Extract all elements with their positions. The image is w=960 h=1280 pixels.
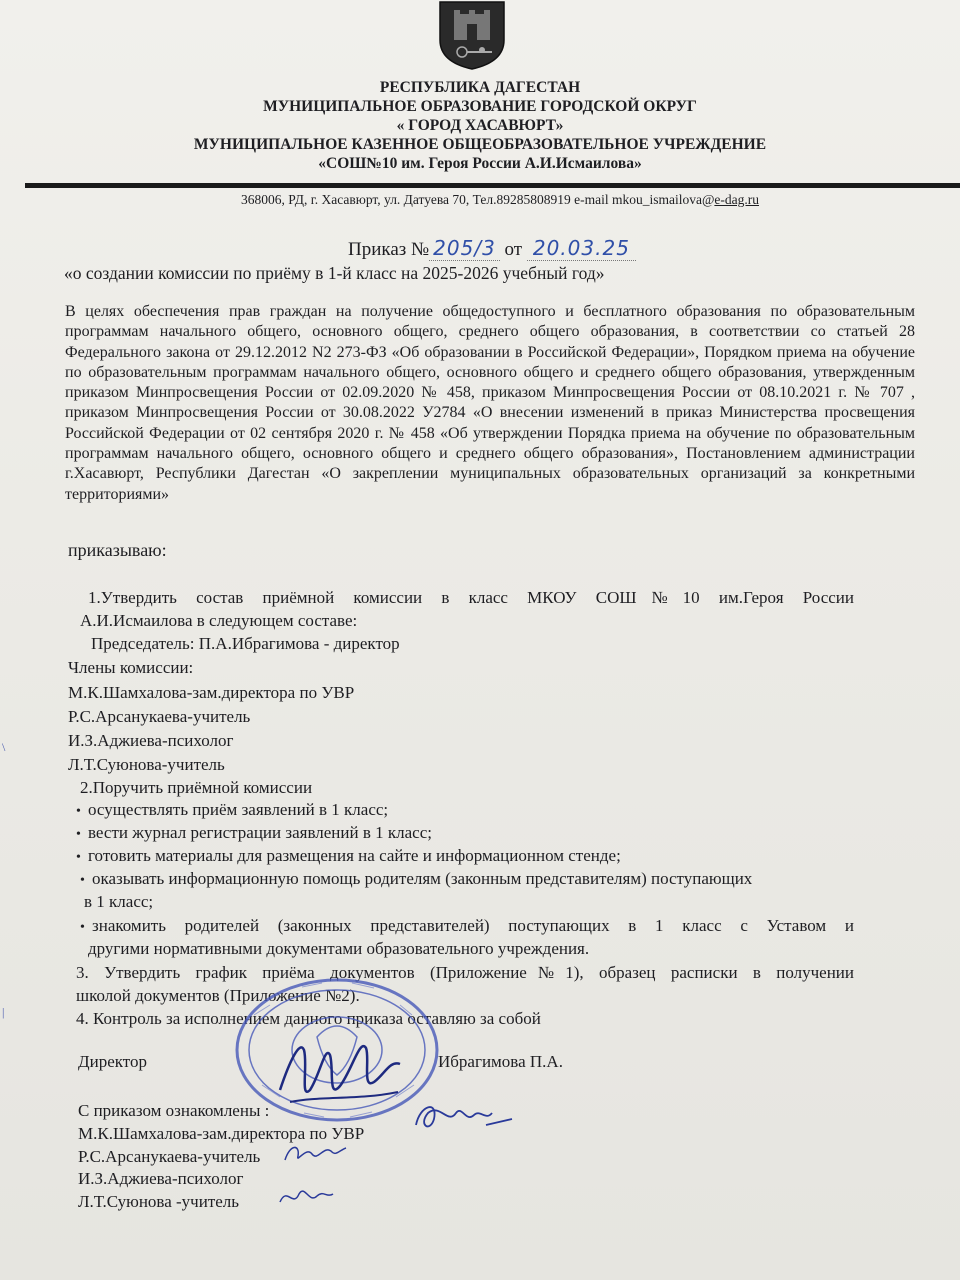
member-4: Л.Т.Суюнова-учитель	[68, 755, 225, 774]
address-line	[0, 192, 960, 208]
members-label: Члены комиссии:	[68, 658, 194, 677]
item3-line1: 3. Утвердить график приёма документов (Приложение№1), образец расписки в получении	[76, 963, 854, 982]
signature-name: Ибрагимова П.А.	[438, 1052, 563, 1071]
order-subject: «о создании комиссии по приёму в 1-й класс на 2025-2026 учебный год»	[64, 263, 605, 283]
item2-bullet-5: • знакомить родителей (законных представителей) поступающих в 1 класс с Уставом и	[80, 916, 854, 936]
item2-bullet-4: • оказывать информационную помощь родителям (законным представителям) поступающих	[80, 869, 752, 889]
item4-line: 4. Контроль за исполнением данного приказа оставляю за собой	[76, 1009, 541, 1028]
header-city: « ГОРОД ХАСАВЮРТ»	[396, 117, 564, 134]
margin-mark: |	[2, 1005, 5, 1019]
item1-line2: А.И.Исмаилова в следующем составе:	[80, 611, 358, 630]
item2-bullet-2: • вести журнал регистрации заявлений в 1 класс;	[76, 823, 432, 843]
item1-line1: 1.Утвердить состав приёмной комиссии в класс МКОУ СОШ№10 им.Героя России	[88, 588, 854, 607]
item2-bullet-3: • готовить материалы для размещения на сайте и информационном стенде;	[76, 846, 621, 866]
member-1: М.К.Шамхалова-зам.директора по УВР	[68, 683, 355, 702]
order-title	[348, 236, 636, 261]
item2-bullet-5-cont: другими нормативными документами образовательного учреждения.	[88, 939, 590, 958]
acknowledged-label: С приказом ознакомлены :	[78, 1101, 270, 1120]
acknowledged-person-3: И.З.Аджиева-психолог	[78, 1169, 244, 1188]
acknowledged-person-2: Р.С.Арсанукаева-учитель	[78, 1147, 261, 1166]
header-municipality: МУНИЦИПАЛЬНОЕ ОБРАЗОВАНИЕ ГОРОДСКОЙ ОКРУГ	[263, 98, 697, 115]
item2-bullet-1: • осуществлять приём заявлений в 1 класс;	[76, 800, 388, 820]
header-republic: РЕСПУБЛИКА ДАГЕСТАН	[379, 79, 581, 96]
email-domain: e-dag.ru	[714, 192, 759, 207]
letterhead	[0, 78, 960, 173]
order-number: 205/3	[429, 236, 500, 261]
item2-title: 2.Поручить приёмной комиссии	[80, 778, 313, 797]
acknowledgement-signature-icon	[408, 1095, 518, 1140]
header-institution-type: МУНИЦИПАЛЬНОЕ КАЗЕННОЕ ОБЩЕОБРАЗОВАТЕЛЬНОЕ УЧРЕЖДЕНИЕ	[193, 136, 767, 153]
item1-chair: Председатель: П.А.Ибрагимова - директор	[91, 634, 400, 653]
margin-mark: \	[2, 740, 6, 754]
preamble-paragraph: В целях обеспечения прав граждан на получение общедоступного и бесплатного образования по образовательным программам начального общего, основного общего, среднего общего образования, в соответствии со статьей 28 Федерального закона от 29.12.2012 N2 273-ФЗ «Об образовании в Российской Федерации», Порядком приема на обучение по образовательным программам начального общего, основного общего и среднего общего образования, утвержденным приказом Минпросвещения России от 02.09.2020 № 458, приказом Минпросвещения России от 08.10.2021 г. № 707 , приказом Минпросвещения России от 30.08.2022 У2784 «О внесении изменений в приказ Министерства просвещения Российской Федерации от 02 сентября 2020 г. № 458 «Об утверждении Порядка приема на обучение по образовательным программам начального общего, основного общего и среднего общего образования», Постановлением администрации г.Хасавюрт, Республики Дагестан «О закреплении муниципальных образовательных организаций за конкретными территориями»	[65, 303, 915, 503]
order-prefix: Приказ №	[348, 239, 430, 260]
director-signature-icon	[270, 1020, 410, 1120]
order-from: от	[504, 239, 523, 260]
header-school-name: «СОШ№10 им. Героя России А.И.Исмаилова»	[318, 155, 642, 172]
item2-bullet-4-cont: в 1 класс;	[84, 892, 154, 911]
acknowledged-person-1: М.К.Шамхалова-зам.директора по УВР	[78, 1124, 365, 1143]
signature-role: Директор	[78, 1052, 147, 1071]
acknowledgement-signature-icon	[275, 1182, 335, 1212]
acknowledgement-signature-icon	[280, 1138, 350, 1168]
acknowledged-person-4: Л.Т.Суюнова -учитель	[78, 1192, 240, 1211]
item3-line2: школой документов (Приложение №2).	[76, 986, 360, 1005]
coat-of-arms-icon	[432, 0, 512, 70]
order-date: 20.03.25	[527, 236, 636, 261]
member-2: Р.С.Арсанукаева-учитель	[68, 707, 251, 726]
address-text: 368006, РД, г. Хасавюрт, ул. Датуева 70, Тел.89285808919 e-mail mkou_ismailova@	[241, 192, 715, 207]
member-3: И.З.Аджиева-психолог	[68, 731, 234, 750]
header-divider	[25, 183, 960, 188]
orders-word: приказываю:	[68, 540, 167, 560]
